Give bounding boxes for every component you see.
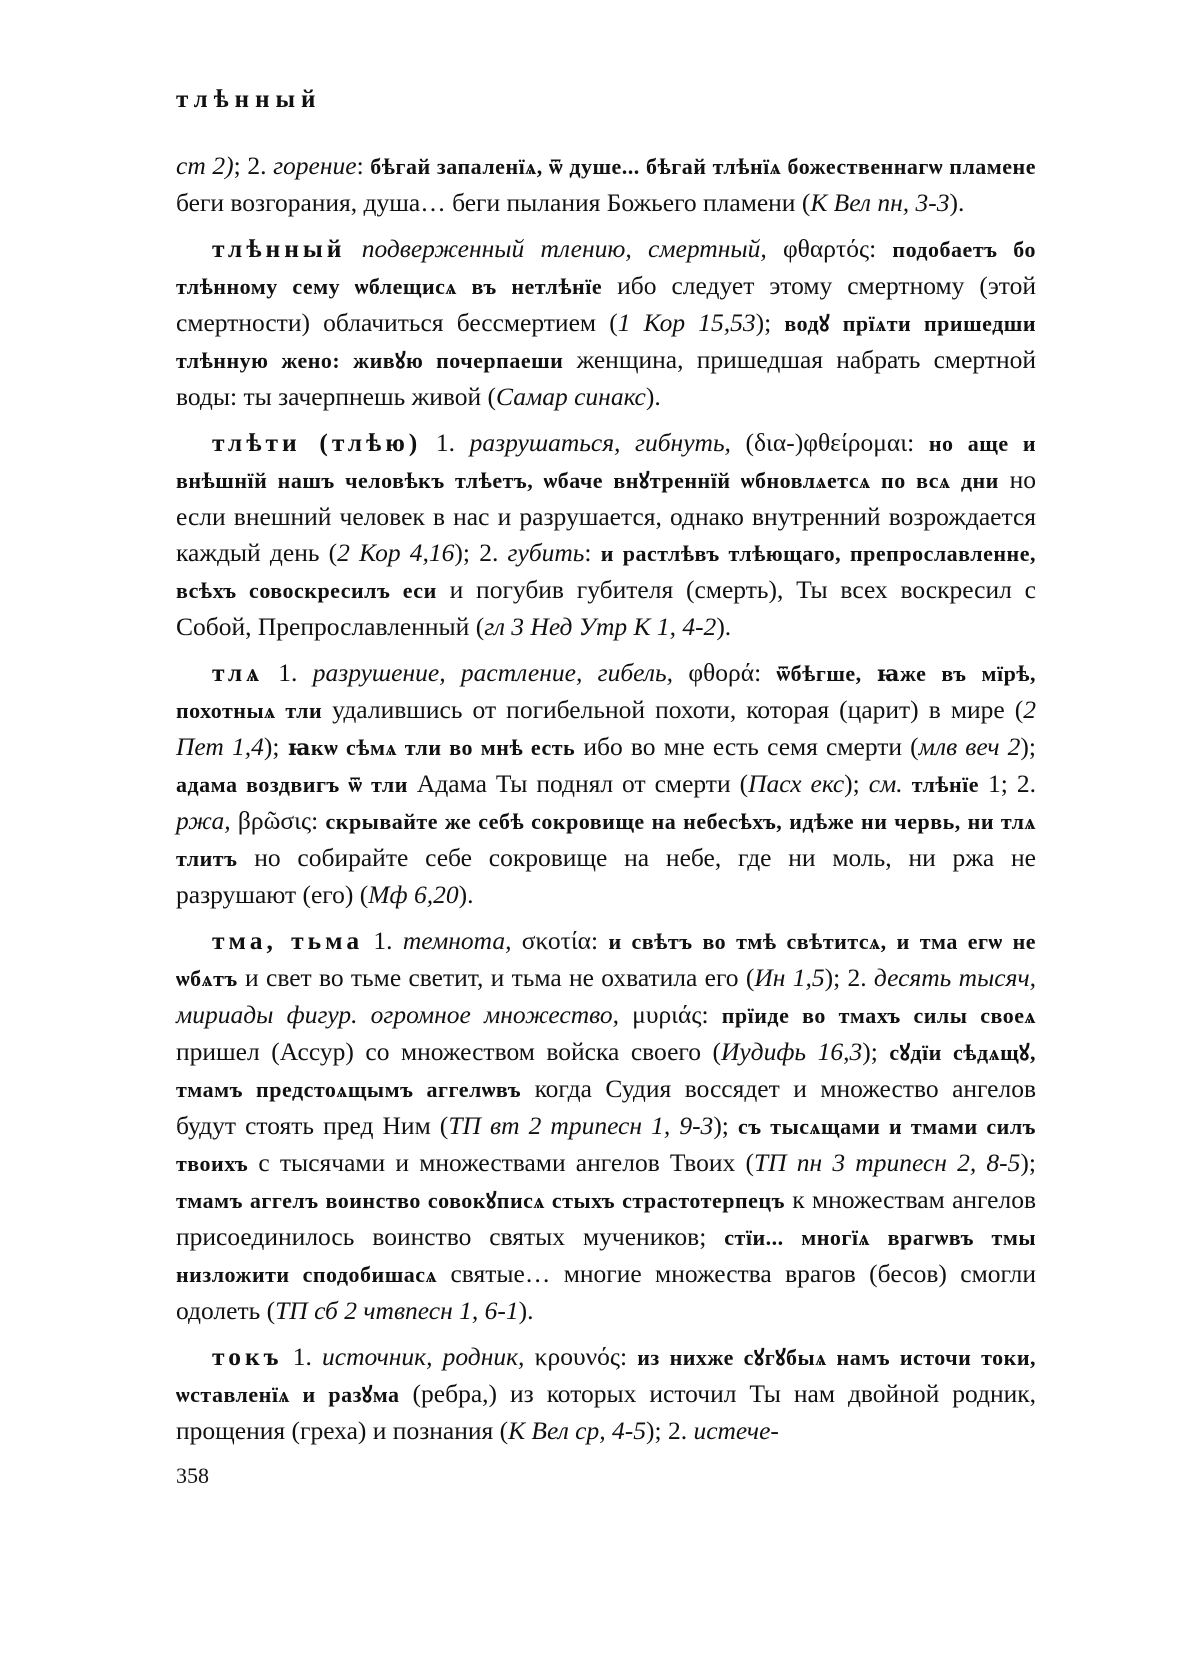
body-text: Адама Ты поднял от смерти (	[407, 769, 749, 798]
greek-word: φθαρτός	[782, 234, 870, 263]
italic-text: гл 3 Нед Утр К 1, 4-2	[484, 612, 717, 641]
body-text	[524, 1342, 534, 1371]
slavonic-quote: скрывайте же себѣ сокровище на небесѣхъ, идѣже ни червь, ни тлѧ тлитъ	[176, 809, 1037, 871]
italic-text: темнота,	[402, 926, 512, 955]
body-text: удалившись от погибельной похоти, которая (царит) в мире (	[322, 695, 1024, 724]
italic-text: Иудифь 16,3	[721, 1037, 863, 1066]
slavonic-quote: сꙋдїи сѣдѧщꙋ, тмамъ предстоѧщымъ аггелѡвъ	[176, 1040, 1036, 1102]
greek-word: φθορά	[688, 658, 755, 687]
body-text: ).	[518, 1296, 534, 1325]
italic-text: Мф 6,20	[368, 880, 459, 909]
slavonic-quote: и растлѣвъ тлѣющаго, препрославленне, всѣхъ совоскресилъ еси	[176, 541, 1036, 603]
italic-text: истече-	[693, 1416, 779, 1445]
slavonic-quote: ꙗкѡ сѣмѧ тли во мнѣ есть	[287, 735, 576, 760]
headword: тма, тьма	[212, 926, 364, 955]
body-text: женщина, пришедшая набрать смертной воды: ты зачерпнешь живой (	[176, 345, 1036, 411]
body-text: ибо следует этому смертному (этой смертности) облачиться бессмертием (	[176, 271, 1036, 337]
body-text: );	[1020, 732, 1036, 761]
body-text: 1.	[363, 926, 403, 955]
body-text	[619, 1000, 632, 1029]
body-text: :	[701, 1000, 722, 1029]
running-head: тлѣнный	[176, 86, 322, 113]
italic-text: подверженный тлению, смертный,	[361, 234, 767, 263]
body-text: :	[584, 538, 601, 567]
body-text: но если внешний человек в нас и разрушается, однако внутренний возрождается каждый день (	[176, 465, 1036, 567]
entries-column	[176, 148, 1036, 1459]
body-text: );	[844, 769, 869, 798]
body-text: :	[591, 926, 609, 955]
body-text: ).	[458, 880, 474, 909]
dictionary-entry	[176, 425, 1036, 645]
body-text: ).	[949, 188, 965, 217]
body-text: );	[263, 732, 288, 761]
body-text: ); 2.	[824, 963, 874, 992]
italic-text: Пасх екс	[748, 769, 845, 798]
body-text	[511, 926, 521, 955]
italic-text: см.	[868, 769, 903, 798]
body-text: :	[619, 1342, 638, 1371]
slavonic-quote: ѿбѣгше, ꙗже въ мїрѣ, похотныѧ тли	[176, 661, 1037, 723]
headword: тлѣнный	[212, 234, 346, 263]
body-text: и свет во тьме светит, и тьма не охватила его (	[237, 963, 755, 992]
body-text	[903, 769, 912, 798]
body-text: ибо во мне есть семя смерти (	[575, 732, 919, 761]
italic-text: ТП пн 3 трипесн 2, 8-5	[753, 1148, 1021, 1177]
body-text: ; 2.	[233, 151, 274, 180]
italic-text: Самар синакс	[496, 382, 646, 411]
body-text: :	[869, 234, 893, 263]
body-text: :	[754, 658, 777, 687]
body-text: когда Судия воссядет и множество ангелов будут стоять пред Ним (	[176, 1074, 1036, 1140]
dictionary-entry	[176, 231, 1036, 415]
body-text: 1; 2.	[979, 769, 1036, 798]
italic-text: Ин 1,5	[754, 963, 825, 992]
dictionary-entry	[176, 923, 1036, 1329]
greek-word: βρῶσις	[237, 806, 312, 835]
italic-text: 1 Кор 15,53	[617, 308, 756, 337]
italic-text: млв веч 2	[918, 732, 1021, 761]
italic-text: 2 Пет 1,4	[176, 695, 1036, 761]
italic-text: К Вел пн, 3-3	[810, 188, 950, 217]
body-text	[346, 234, 362, 263]
greek-word: κρουνός	[534, 1342, 620, 1371]
dictionary-entry	[176, 655, 1036, 913]
body-text: ); 2.	[646, 1416, 694, 1445]
slavonic-quote: тлѣнїе	[911, 772, 980, 797]
body-text: пришел (Ассур) со множеством войска своего (	[176, 1037, 722, 1066]
body-text: ).	[716, 612, 732, 641]
body-text: беги возгорания, душа… беги пылания Божьего пламени (	[176, 188, 811, 217]
body-text: но собирайте себе сокровище на небе, где ни моль, ни ржа не разрушают (его) (	[176, 843, 1036, 909]
italic-text: ржа,	[176, 806, 231, 835]
italic-text: ТП вт 2 трипесн 1, 9-3	[448, 1111, 714, 1140]
slavonic-quote: из нихже сꙋгꙋбыѧ намъ источи токи, ѡставленїѧ и разꙋма	[176, 1345, 1037, 1407]
italic-text: разрушаться, гибнуть,	[469, 428, 731, 457]
slavonic-quote: адама воздвигъ ѿ тли	[176, 772, 408, 797]
italic-text: разрушение, растление, гибель,	[312, 658, 673, 687]
body-text: );	[755, 308, 785, 337]
slavonic-quote: водꙋ прїѧти пришедши тлѣнную жено: живꙋю почерпаеши	[176, 311, 1037, 373]
dictionary-entry	[176, 1339, 1036, 1449]
headword: тлѣти (тлѣю)	[212, 428, 422, 457]
page-number: 358	[176, 1463, 209, 1488]
body-text: с тысячами и множествами ангелов Твоих (	[248, 1148, 754, 1177]
body-text	[767, 234, 783, 263]
greek-word: μυριάς	[632, 1000, 702, 1029]
slavonic-quote: но аще и внѣшнїй нашъ человѣкъ тлѣетъ, ѡбаче внꙋтреннїй ѡбновлѧетсѧ по всѧ дни	[176, 431, 1036, 493]
italic-text: ТП сб 2 чтвпесн 1, 6-1	[275, 1296, 519, 1325]
italic-text: 2 Кор 4,16	[337, 538, 455, 567]
body-text: );	[713, 1111, 738, 1140]
body-text: :	[311, 806, 326, 835]
italic-text: десять тысяч, мириады фигур. огромное множество,	[176, 963, 1036, 1029]
body-text: :	[356, 151, 371, 180]
italic-text: губить	[507, 538, 585, 567]
greek-word: σκοτία	[521, 926, 592, 955]
body-text: и погубив губителя (смерть), Ты всех воскресил с Собой, Препрославленный (	[176, 575, 1037, 641]
body-text: );	[862, 1037, 890, 1066]
headword: тлѧ	[212, 658, 263, 687]
slavonic-quote: и свѣтъ во тмѣ свѣтитсѧ, и тма егѡ не ѡбѧтъ	[176, 929, 1037, 991]
italic-text: ст 2)	[176, 151, 234, 180]
italic-text: К Вел ср, 4-5	[508, 1416, 646, 1445]
body-text	[673, 658, 688, 687]
body-text: (ребра,) из которых источил Ты нам двойной родник, прощения (греха) и познания (	[176, 1379, 1036, 1445]
body-text: святые… многие множества врагов (бесов) смогли одолеть (	[176, 1259, 1037, 1325]
slavonic-quote: подобаетъ бо тлѣнному сему ѡблещисѧ въ нетлѣнїе	[176, 237, 1037, 299]
body-text: 1.	[262, 658, 313, 687]
body-text: к множествам ангелов присоединилось воинство святых мучеников;	[176, 1185, 1036, 1251]
slavonic-quote: бѣгай запаленїѧ, ѿ душе... бѣгай тлѣнїѧ божественнагѡ пламене	[370, 154, 1036, 179]
italic-text: горение	[273, 151, 357, 180]
slavonic-quote: прїиде во тмахъ силы своеѧ	[721, 1003, 1036, 1028]
dictionary-entry	[176, 148, 1036, 221]
body-text: ); 2.	[454, 538, 508, 567]
body-text: 1.	[421, 428, 470, 457]
italic-text: источник, родник,	[322, 1342, 525, 1371]
body-text: );	[1020, 1148, 1036, 1177]
body-text: ).	[645, 382, 661, 411]
body-text: 1.	[282, 1342, 323, 1371]
slavonic-quote: съ тысѧщами и тмами силъ твоихъ	[176, 1114, 1036, 1176]
body-text	[231, 806, 238, 835]
slavonic-quote: тмамъ аггелъ воинство совокꙋписѧ стыхъ страстотерпецъ	[176, 1188, 785, 1213]
slavonic-quote: стїи... многїѧ врагѡвъ тмы низложити сподобишасѧ	[176, 1225, 1037, 1287]
body-text: (δια-)φθείρομαι:	[730, 428, 929, 457]
headword: токъ	[212, 1342, 283, 1371]
